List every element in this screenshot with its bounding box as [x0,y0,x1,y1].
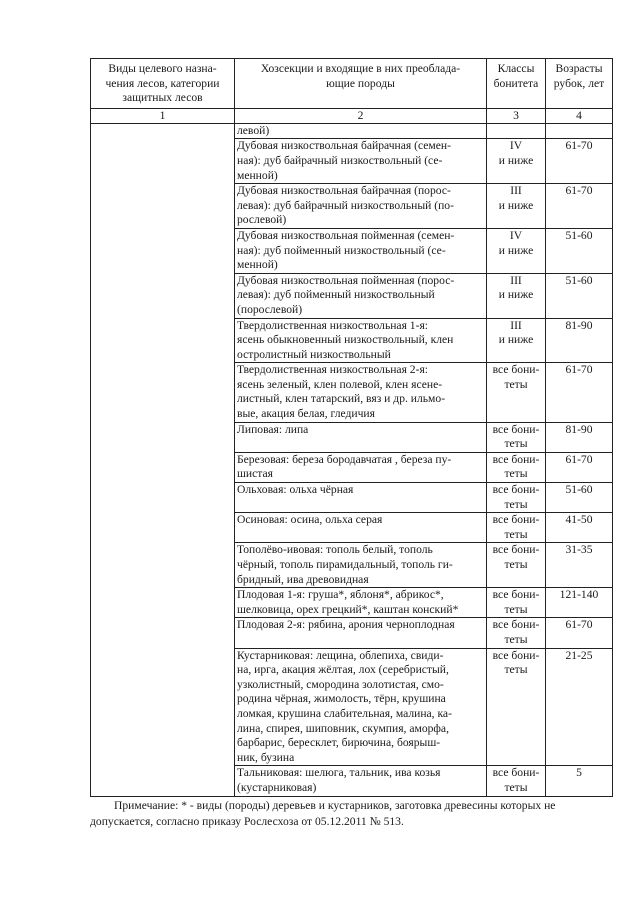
bonitet-cell: IV и ниже [487,228,546,273]
bonitet-cell [487,123,546,139]
species-cell: Ольховая: ольха чёрная [235,483,487,513]
header-forest-purpose: Виды целевого назна- чения лесов, категории защитных лесов [91,59,235,109]
cutting-age-cell: 61-70 [546,184,613,229]
bonitet-cell: IV и ниже [487,139,546,184]
species-cell: Твердолиственная низкоствольная 1-я: ясень обыкновенный низкоствольный, клен остролистный низкоствольный [235,318,487,363]
species-cell: Тополёво-ивовая: тополь белый, тополь чёрный, тополь пирамидальный, тополь ги- бридный, ива древовидная [235,543,487,588]
species-cell: Березовая: береза бородавчатая , береза пу- шистая [235,452,487,482]
cutting-age-cell: 5 [546,766,613,796]
bonitet-cell: все бони- теты [487,618,546,648]
bonitet-cell: все бони- теты [487,422,546,452]
species-cell: Дубовая низкоствольная пойменная (порос- левая): дуб пойменный низкоствольный (порослевой) [235,273,487,318]
cutting-age-cell: 61-70 [546,452,613,482]
column-number: 2 [235,108,487,123]
column-number: 1 [91,108,235,123]
footnote-line: Примечание: * - виды (породы) деревьев и кустарников, заготовка древесины которых не [114,799,556,812]
footnote-line: допускается, согласно приказу Рослесхоза от 05.12.2011 № 513. [90,815,404,828]
bonitet-cell: все бони- теты [487,543,546,588]
bonitet-cell: III и ниже [487,273,546,318]
species-cell: Тальниковая: шелюга, тальник, ива козья (кустарниковая) [235,766,487,796]
species-cell: Липовая: липа [235,422,487,452]
header-bonitet-class: Классы бонитета [487,59,546,109]
species-cell: Осиновая: осина, ольха серая [235,513,487,543]
header-species-sections: Хозсекции и входящие в них преоблада- ющие породы [235,59,487,109]
cutting-age-cell: 51-60 [546,483,613,513]
forest-table [90,58,613,797]
species-cell: Плодовая 2-я: рябина, арония черноплодная [235,618,487,648]
forest-category-cell [91,123,235,796]
species-cell: левой) [235,123,487,139]
species-cell: Плодовая 1-я: груша*, яблоня*, абрикос*, шелковица, орех грецкий*, каштан конский* [235,588,487,618]
bonitet-cell: все бони- теты [487,363,546,422]
cutting-age-cell: 121-140 [546,588,613,618]
cutting-age-cell: 61-70 [546,363,613,422]
cutting-age-cell: 51-60 [546,228,613,273]
bonitet-cell: все бони- теты [487,513,546,543]
bonitet-cell: все бони- теты [487,452,546,482]
column-number: 3 [487,108,546,123]
species-cell: Кустарниковая: лещина, облепиха, свиди- на, ирга, акация жёлтая, лох (серебристый, узколистный, смородина золотистая, смо- родина чёрная, жимолость, тёрн, крушина ломкая, крушина слабительная, малина, ка- лина, спирея, шиповник, скумпия, аморфа, барбарис, бересклет, бирючина, боярыш- ник, бузина [235,648,487,766]
table-row [91,123,613,139]
cutting-age-cell [546,123,613,139]
column-number-row [91,108,613,123]
species-cell: Дубовая низкоствольная байрачная (семен- ная): дуб байрачный низкоствольный (се- менной) [235,139,487,184]
bonitet-cell: все бони- теты [487,588,546,618]
cutting-age-cell: 31-35 [546,543,613,588]
cutting-age-cell: 51-60 [546,273,613,318]
bonitet-cell: все бони- теты [487,483,546,513]
cutting-age-cell: 21-25 [546,648,613,766]
bonitet-cell: III и ниже [487,184,546,229]
column-number: 4 [546,108,613,123]
cutting-age-cell: 61-70 [546,139,613,184]
cutting-age-cell: 81-90 [546,422,613,452]
header-row [91,59,613,109]
header-cutting-age: Возрасты рубок, лет [546,59,613,109]
bonitet-cell: все бони- теты [487,648,546,766]
species-cell: Дубовая низкоствольная байрачная (порос- левая): дуб байрачный низкоствольный (по- рослевой) [235,184,487,229]
footnote [90,798,612,830]
cutting-age-cell: 41-50 [546,513,613,543]
cutting-age-cell: 61-70 [546,618,613,648]
cutting-age-cell: 81-90 [546,318,613,363]
species-cell: Дубовая низкоствольная пойменная (семен- ная): дуб пойменный низкоствольный (се- менной) [235,228,487,273]
bonitet-cell: III и ниже [487,318,546,363]
species-cell: Твердолиственная низкоствольная 2-я: ясень зеленый, клен полевой, клен ясене- листный, клен татарский, вяз и др. ильмо- вые, акация белая, гледичия [235,363,487,422]
bonitet-cell: все бони- теты [487,766,546,796]
